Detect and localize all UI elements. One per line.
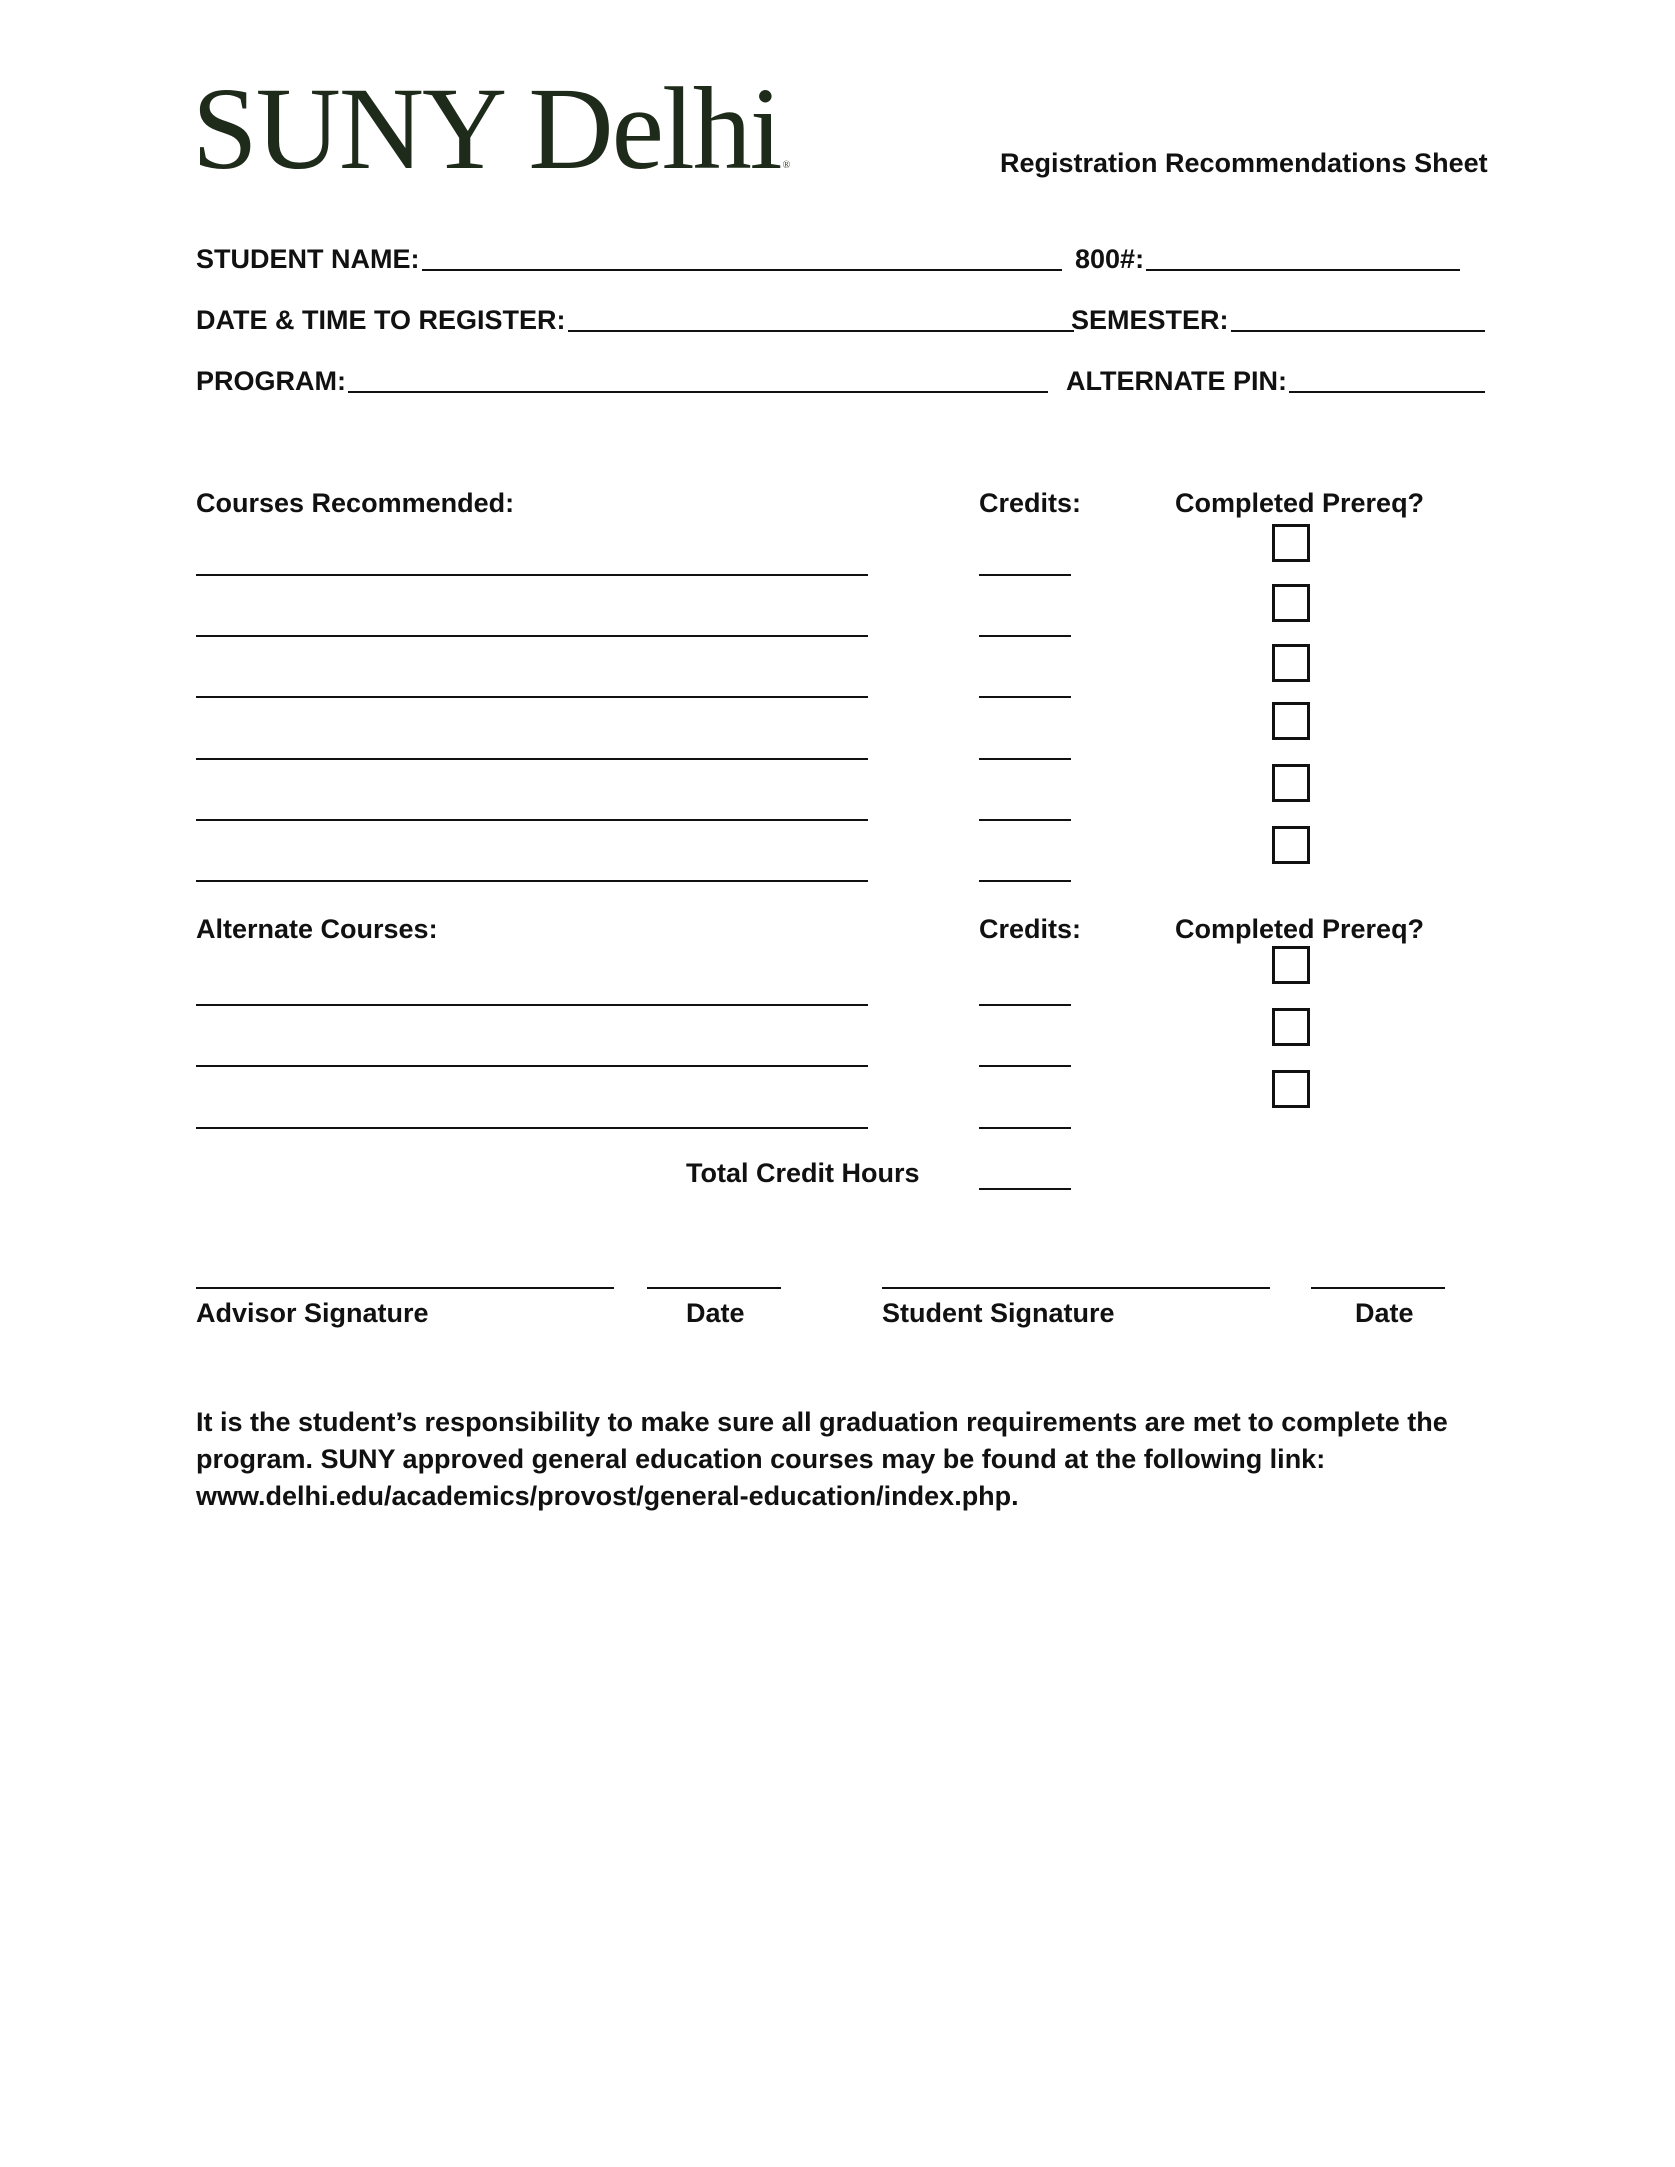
course-field-2[interactable] bbox=[196, 633, 868, 637]
program-label: PROGRAM: bbox=[196, 366, 346, 396]
advisor-signature-label: Advisor Signature bbox=[196, 1298, 429, 1328]
alternate-prereq-checkbox-1[interactable] bbox=[1272, 946, 1310, 984]
id-number-row bbox=[1075, 244, 1460, 275]
date-time-label: DATE & TIME TO REGISTER: bbox=[196, 305, 566, 335]
student-name-label: STUDENT NAME: bbox=[196, 244, 420, 274]
alternate-course-field-1[interactable] bbox=[196, 1002, 868, 1006]
credit-field-2[interactable] bbox=[979, 633, 1071, 637]
note-line-3-link[interactable]: www.delhi.edu/academics/provost/general-education/index.php. bbox=[196, 1481, 1019, 1511]
course-field-3[interactable] bbox=[196, 694, 868, 698]
credit-field-3[interactable] bbox=[979, 694, 1071, 698]
prereq-checkbox-5[interactable] bbox=[1272, 764, 1310, 802]
program-row bbox=[196, 366, 1048, 397]
alternate-prereq-checkbox-2[interactable] bbox=[1272, 1008, 1310, 1046]
prereq-checkbox-3[interactable] bbox=[1272, 644, 1310, 682]
registered-mark: ® bbox=[782, 160, 789, 171]
date-time-row bbox=[196, 305, 1074, 336]
note-line-2: program. SUNY approved general education courses may be found at the following link: bbox=[196, 1444, 1326, 1474]
prereq-checkbox-2[interactable] bbox=[1272, 584, 1310, 622]
semester-label: SEMESTER: bbox=[1071, 305, 1229, 335]
alternate-pin-field[interactable] bbox=[1289, 367, 1485, 393]
prereq-checkbox-6[interactable] bbox=[1272, 826, 1310, 864]
alternate-credit-field-3[interactable] bbox=[979, 1125, 1071, 1129]
advisor-date-label: Date bbox=[686, 1298, 745, 1328]
credit-field-5[interactable] bbox=[979, 817, 1071, 821]
student-name-row bbox=[196, 244, 1062, 275]
date-time-field[interactable] bbox=[568, 306, 1074, 332]
alternate-credits-heading: Credits: bbox=[979, 914, 1082, 944]
course-field-5[interactable] bbox=[196, 817, 868, 821]
advisor-date-field[interactable] bbox=[647, 1285, 781, 1289]
alternate-prereq-checkbox-3[interactable] bbox=[1272, 1070, 1310, 1108]
credits-heading: Credits: bbox=[979, 488, 1082, 518]
total-credit-hours-field[interactable] bbox=[979, 1186, 1071, 1190]
note-line-1: It is the student’s responsibility to make sure all graduation requirements are met to complete the bbox=[196, 1407, 1448, 1437]
student-signature-field[interactable] bbox=[882, 1285, 1270, 1289]
credit-field-4[interactable] bbox=[979, 756, 1071, 760]
course-field-4[interactable] bbox=[196, 756, 868, 760]
prereq-checkbox-1[interactable] bbox=[1272, 524, 1310, 562]
student-name-field[interactable] bbox=[422, 245, 1062, 271]
total-credit-hours-label: Total Credit Hours bbox=[686, 1158, 920, 1188]
alternate-credit-field-1[interactable] bbox=[979, 1002, 1071, 1006]
credit-field-6[interactable] bbox=[979, 878, 1071, 882]
document-title: Registration Recommendations Sheet bbox=[1000, 148, 1488, 178]
suny-delhi-logo bbox=[192, 63, 789, 194]
responsibility-note bbox=[196, 1404, 1486, 1515]
student-signature-label: Student Signature bbox=[882, 1298, 1115, 1328]
id-number-field[interactable] bbox=[1146, 245, 1460, 271]
alternate-pin-label: ALTERNATE PIN: bbox=[1066, 366, 1287, 396]
id-number-label: 800#: bbox=[1075, 244, 1145, 274]
credit-field-1[interactable] bbox=[979, 572, 1071, 576]
prereq-checkbox-4[interactable] bbox=[1272, 702, 1310, 740]
course-field-6[interactable] bbox=[196, 878, 868, 882]
student-date-field[interactable] bbox=[1311, 1285, 1445, 1289]
logo-text: SUNY Delhi bbox=[192, 63, 781, 194]
semester-field[interactable] bbox=[1231, 306, 1485, 332]
student-date-label: Date bbox=[1355, 1298, 1414, 1328]
advisor-signature-field[interactable] bbox=[196, 1285, 614, 1289]
alternate-course-field-2[interactable] bbox=[196, 1063, 868, 1067]
alternate-courses-heading: Alternate Courses: bbox=[196, 914, 438, 944]
alternate-pin-row bbox=[1066, 366, 1485, 397]
courses-recommended-heading: Courses Recommended: bbox=[196, 488, 515, 518]
completed-prereq-heading: Completed Prereq? bbox=[1175, 488, 1425, 518]
alternate-course-field-3[interactable] bbox=[196, 1125, 868, 1129]
alternate-credit-field-2[interactable] bbox=[979, 1063, 1071, 1067]
semester-row bbox=[1071, 305, 1485, 336]
alternate-prereq-heading: Completed Prereq? bbox=[1175, 914, 1425, 944]
course-field-1[interactable] bbox=[196, 572, 868, 576]
program-field[interactable] bbox=[348, 367, 1048, 393]
